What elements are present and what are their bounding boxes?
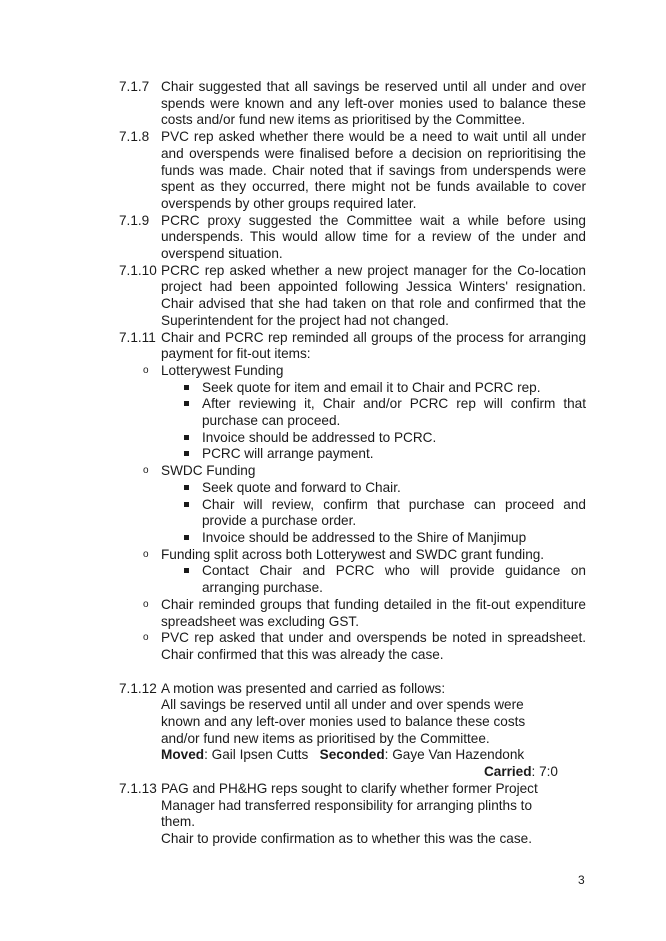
item-number: 7.1.12 <box>119 680 157 696</box>
square-bullet-icon <box>184 385 189 390</box>
minute-item-7-1-13 <box>0 781 666 848</box>
motion-carried <box>0 764 666 781</box>
moved-value: : Gail Ipsen Cutts <box>204 747 309 763</box>
item-text: PAG and PH&HG reps sought to clarify whether former Project Manager had transferred responsibility for arranging plinths to them. <box>161 780 538 830</box>
list-item: After reviewing it, Chair and/or PCRC rep will confirm that purchase can proceed. <box>0 396 666 429</box>
motion-text: All savings be reserved until all under and over spends were known and any left-over monies used to balance these costs and/or fund new items as prioritised by the Committee. <box>161 697 526 746</box>
circle-bullet-icon: o <box>143 632 149 644</box>
minute-item-7-1-9 <box>0 213 666 263</box>
square-bullet-icon <box>184 485 189 490</box>
item-number: 7.1.10 <box>119 262 157 278</box>
list-item: Seek quote for item and email it to Chair and PCRC rep. <box>0 380 666 397</box>
item-number: 7.1.11 <box>119 329 156 345</box>
item-number: 7.1.9 <box>119 212 150 228</box>
minute-item-7-1-12 <box>0 681 666 698</box>
group-title: Chair reminded groups that funding detailed in the fit-out expenditure spreadsheet was excluding GST. <box>161 596 586 629</box>
list-item: Chair will review, confirm that purchase can proceed and provide a purchase order. <box>0 497 666 530</box>
square-bullet-icon <box>184 502 189 507</box>
spreadsheet-note <box>0 630 666 663</box>
circle-bullet-icon: o <box>143 465 149 477</box>
funding-group-lotterywest <box>0 363 666 380</box>
square-bullet-icon <box>184 535 189 540</box>
square-bullet-icon <box>184 435 189 440</box>
motion-intro: A motion was presented and carried as follows: <box>161 680 446 696</box>
circle-bullet-icon: o <box>143 598 149 610</box>
funding-group-split <box>0 547 666 564</box>
gst-note <box>0 597 666 630</box>
group-title: Lotterywest Funding <box>161 362 284 378</box>
seconded-value: : Gaye Van Hazendonk <box>384 747 525 763</box>
list-item: Invoice should be addressed to the Shire of Manjimup <box>0 530 666 547</box>
list-item: PCRC will arrange payment. <box>0 446 666 463</box>
motion-mover-seconder <box>0 747 666 764</box>
seconded-label: Seconded <box>319 747 385 763</box>
group-title: SWDC Funding <box>161 463 256 479</box>
circle-bullet-icon: o <box>143 364 149 376</box>
square-bullet-icon <box>184 401 189 406</box>
group-title: Funding split across both Lotterywest and SWDC grant funding. <box>161 546 545 562</box>
funding-group-swdc <box>0 463 666 480</box>
square-bullet-icon <box>184 568 189 573</box>
carried-label: Carried <box>483 764 532 780</box>
item-text: PCRC proxy suggested the Committee wait a while before using underspends. This would allow time for a review of the under and overspend situation. <box>161 212 586 262</box>
item-text: PVC rep asked whether there would be a need to wait until all under and overspends were finalised before a decision on reprioritising the funds was made. Chair noted that if savings from underspends were spent as they occurred, there might not be funds available to cover overspends by other groups required later. <box>161 129 586 211</box>
group-title: PVC rep asked that under and overspends be noted in spreadsheet. Chair confirmed that this was already the case. <box>161 630 586 662</box>
minute-item-7-1-11 <box>0 330 666 363</box>
list-item: Seek quote and forward to Chair. <box>0 480 666 497</box>
item-number: 7.1.13 <box>119 780 157 796</box>
carried-value: : 7:0 <box>531 764 558 780</box>
item-text: Chair to provide confirmation as to whether this was the case. <box>161 830 532 846</box>
item-text: Chair and PCRC rep reminded all groups of the process for arranging payment for fit-out items: <box>161 329 586 362</box>
square-bullet-icon <box>184 451 189 456</box>
item-number: 7.1.7 <box>119 79 150 94</box>
item-text: Chair suggested that all savings be reserved until all under and over spends were known and any left-over monies used to balance these costs and/or fund new items as prioritised by the Committee. <box>161 79 586 128</box>
page-number: 3 <box>578 873 585 887</box>
minute-item-7-1-8 <box>0 129 666 213</box>
minute-item-7-1-10 <box>0 263 666 330</box>
item-number: 7.1.8 <box>119 129 150 145</box>
moved-label: Moved <box>161 747 205 763</box>
list-item: Contact Chair and PCRC who will provide guidance on arranging purchase. <box>0 563 666 596</box>
minute-item-7-1-7 <box>0 79 666 129</box>
item-text: PCRC rep asked whether a new project manager for the Co-location project had been appointed following Jessica Winters' resignation. Chair advised that she had taken on that role and confirmed that the Superintendent for the project had not changed. <box>161 262 586 328</box>
list-item: Invoice should be addressed to PCRC. <box>0 430 666 447</box>
circle-bullet-icon: o <box>143 548 149 560</box>
